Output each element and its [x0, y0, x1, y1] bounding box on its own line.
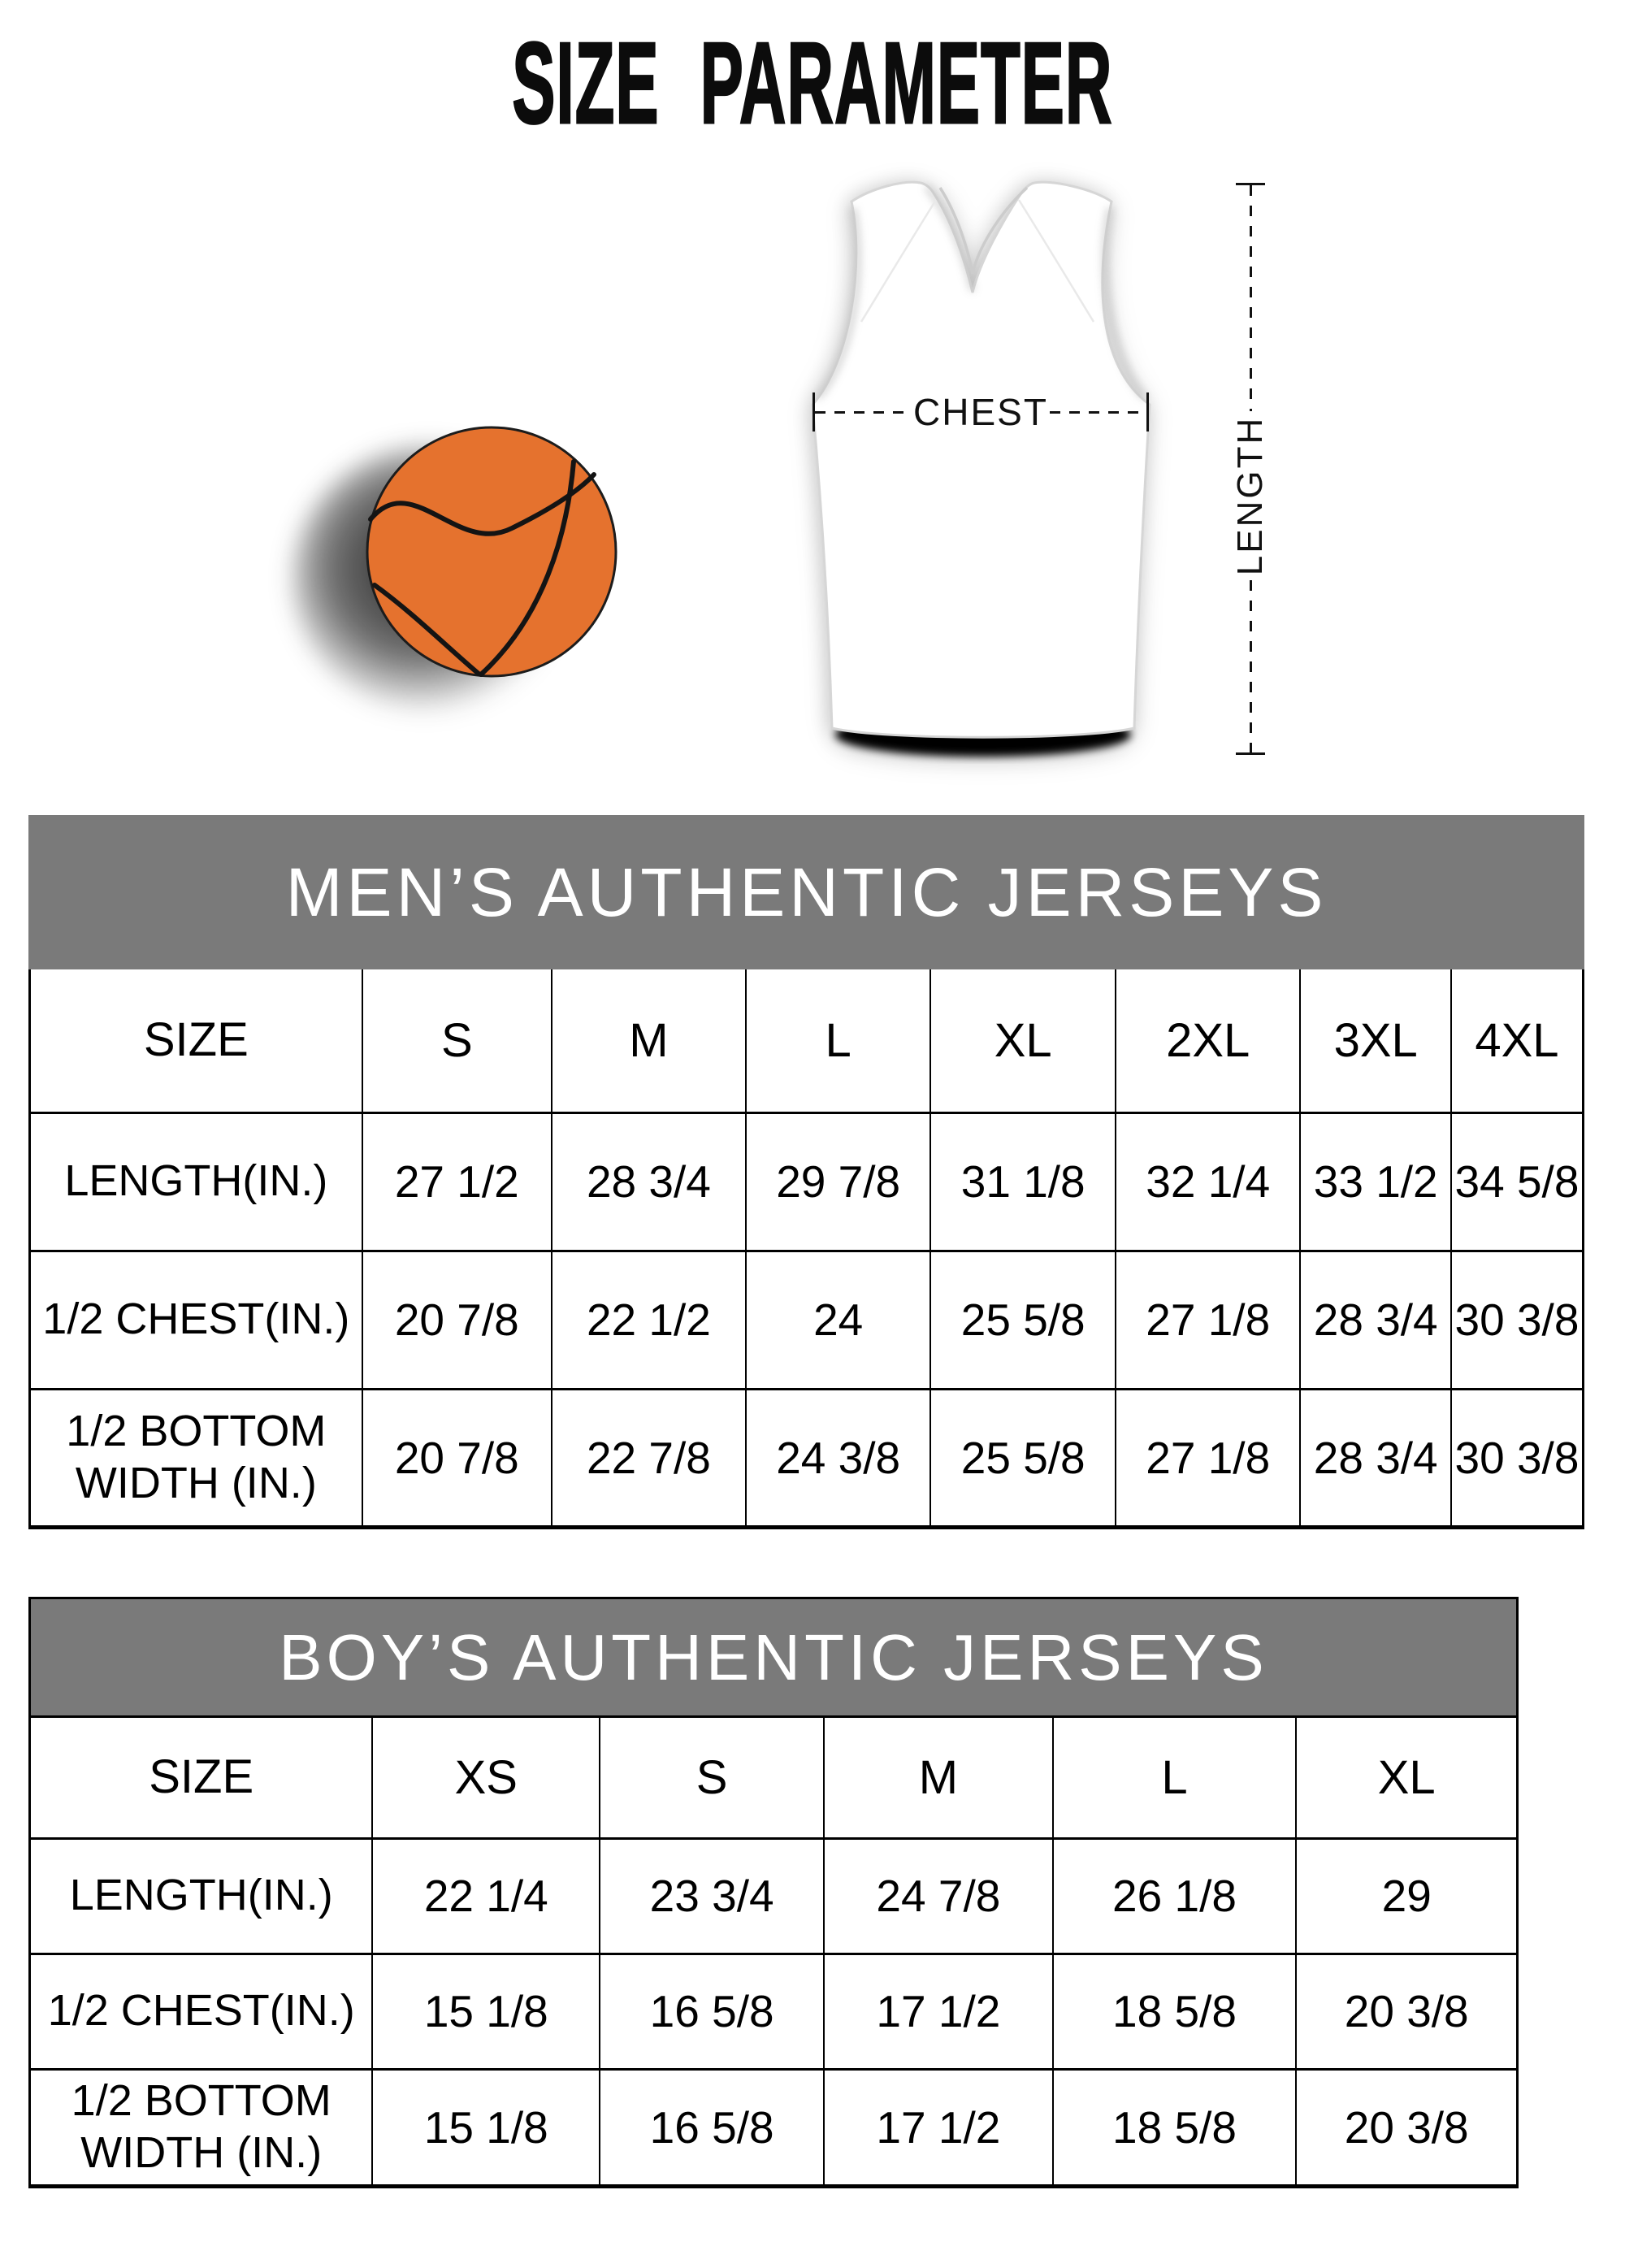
size-value-cell: 30 3/8	[1451, 1389, 1584, 1527]
size-value-cell: 29	[1296, 1838, 1516, 1954]
size-value-cell: 22 1/4	[372, 1838, 600, 1954]
size-value-cell: 15 1/8	[372, 2069, 600, 2184]
size-value-cell: 28 3/4	[1300, 1389, 1450, 1527]
size-value-cell: 25 5/8	[930, 1389, 1116, 1527]
size-value-cell: 24	[746, 1251, 931, 1389]
size-value-cell: 22 1/2	[552, 1251, 746, 1389]
size-value-cell: 28 3/4	[1300, 1251, 1450, 1389]
size-value-cell: 33 1/2	[1300, 1112, 1450, 1251]
row-label: 1/2 BOTTOM WIDTH (IN.)	[30, 1389, 362, 1527]
chest-measure-line	[812, 392, 1149, 431]
size-value-cell: 15 1/8	[372, 1954, 600, 2069]
size-value-cell: 16 5/8	[600, 1954, 824, 2069]
size-value-cell: 17 1/2	[824, 2069, 1053, 2184]
size-value-cell: 16 5/8	[600, 2069, 824, 2184]
length-label: LENGTH	[1230, 415, 1271, 576]
size-column-header: 4XL	[1451, 969, 1584, 1112]
size-value-cell: 20 7/8	[362, 1389, 552, 1527]
row-label: 1/2 CHEST(IN.)	[30, 1251, 362, 1389]
size-column-header: L	[746, 969, 931, 1112]
size-value-cell: 20 7/8	[362, 1251, 552, 1389]
length-line-bottom-dashes	[1250, 580, 1252, 752]
size-column-header: S	[362, 969, 552, 1112]
jersey-body	[812, 182, 1150, 737]
size-value-cell: 32 1/4	[1116, 1112, 1301, 1251]
size-column-header: L	[1053, 1718, 1297, 1838]
size-value-cell: 34 5/8	[1451, 1112, 1584, 1251]
mens-size-table	[28, 815, 1584, 1529]
page-title-wrap	[0, 19, 1625, 148]
size-value-cell: 20 3/8	[1296, 2069, 1516, 2184]
size-column-header: 2XL	[1116, 969, 1301, 1112]
size-column-header: XL	[1296, 1718, 1516, 1838]
chest-label: CHEST	[913, 391, 1048, 433]
row-label: 1/2 CHEST(IN.)	[31, 1954, 372, 2069]
mens-table-header: MEN’S AUTHENTIC JERSEYS	[28, 815, 1584, 969]
size-value-cell: 25 5/8	[930, 1251, 1116, 1389]
size-value-cell: 20 3/8	[1296, 1954, 1516, 2069]
basketball-icon	[364, 424, 620, 680]
chest-line-right-tick	[1146, 392, 1149, 431]
length-line-top-dashes	[1250, 185, 1252, 411]
size-value-cell: 24 3/8	[746, 1389, 931, 1527]
jersey-illustration	[790, 171, 1178, 764]
size-column-header: S	[600, 1718, 824, 1838]
size-column-header: M	[552, 969, 746, 1112]
size-value-cell: 27 1/8	[1116, 1389, 1301, 1527]
size-label-header: SIZE	[30, 969, 362, 1112]
row-label: LENGTH(IN.)	[31, 1838, 372, 1954]
length-measure-line	[1224, 183, 1277, 755]
boys-size-table	[28, 1597, 1519, 2188]
size-value-cell: 29 7/8	[746, 1112, 931, 1251]
size-value-cell: 18 5/8	[1053, 1954, 1297, 2069]
size-column-header: XL	[930, 969, 1116, 1112]
chest-line-left-dashes	[815, 411, 912, 414]
size-value-cell: 30 3/8	[1451, 1251, 1584, 1389]
size-value-cell: 24 7/8	[824, 1838, 1053, 1954]
size-column-header: 3XL	[1300, 969, 1450, 1112]
page-title: SIZE PARAMETER	[512, 19, 1113, 148]
size-column-header: XS	[372, 1718, 600, 1838]
size-value-cell: 23 3/4	[600, 1838, 824, 1954]
boys-size-grid	[31, 1718, 1516, 2184]
length-line-bottom-cap	[1236, 752, 1265, 755]
size-value-cell: 27 1/8	[1116, 1251, 1301, 1389]
row-label: 1/2 BOTTOM WIDTH (IN.)	[31, 2069, 372, 2184]
mens-size-grid	[28, 969, 1584, 1529]
size-value-cell: 17 1/2	[824, 1954, 1053, 2069]
size-diagram	[0, 146, 1625, 796]
row-label: LENGTH(IN.)	[30, 1112, 362, 1251]
size-value-cell: 22 7/8	[552, 1389, 746, 1527]
size-value-cell: 27 1/2	[362, 1112, 552, 1251]
size-value-cell: 31 1/8	[930, 1112, 1116, 1251]
size-value-cell: 18 5/8	[1053, 2069, 1297, 2184]
size-value-cell: 26 1/8	[1053, 1838, 1297, 1954]
chest-line-right-dashes	[1050, 411, 1146, 414]
size-column-header: M	[824, 1718, 1053, 1838]
boys-table-header: BOY’S AUTHENTIC JERSEYS	[31, 1599, 1516, 1718]
size-label-header: SIZE	[31, 1718, 372, 1838]
size-value-cell: 28 3/4	[552, 1112, 746, 1251]
